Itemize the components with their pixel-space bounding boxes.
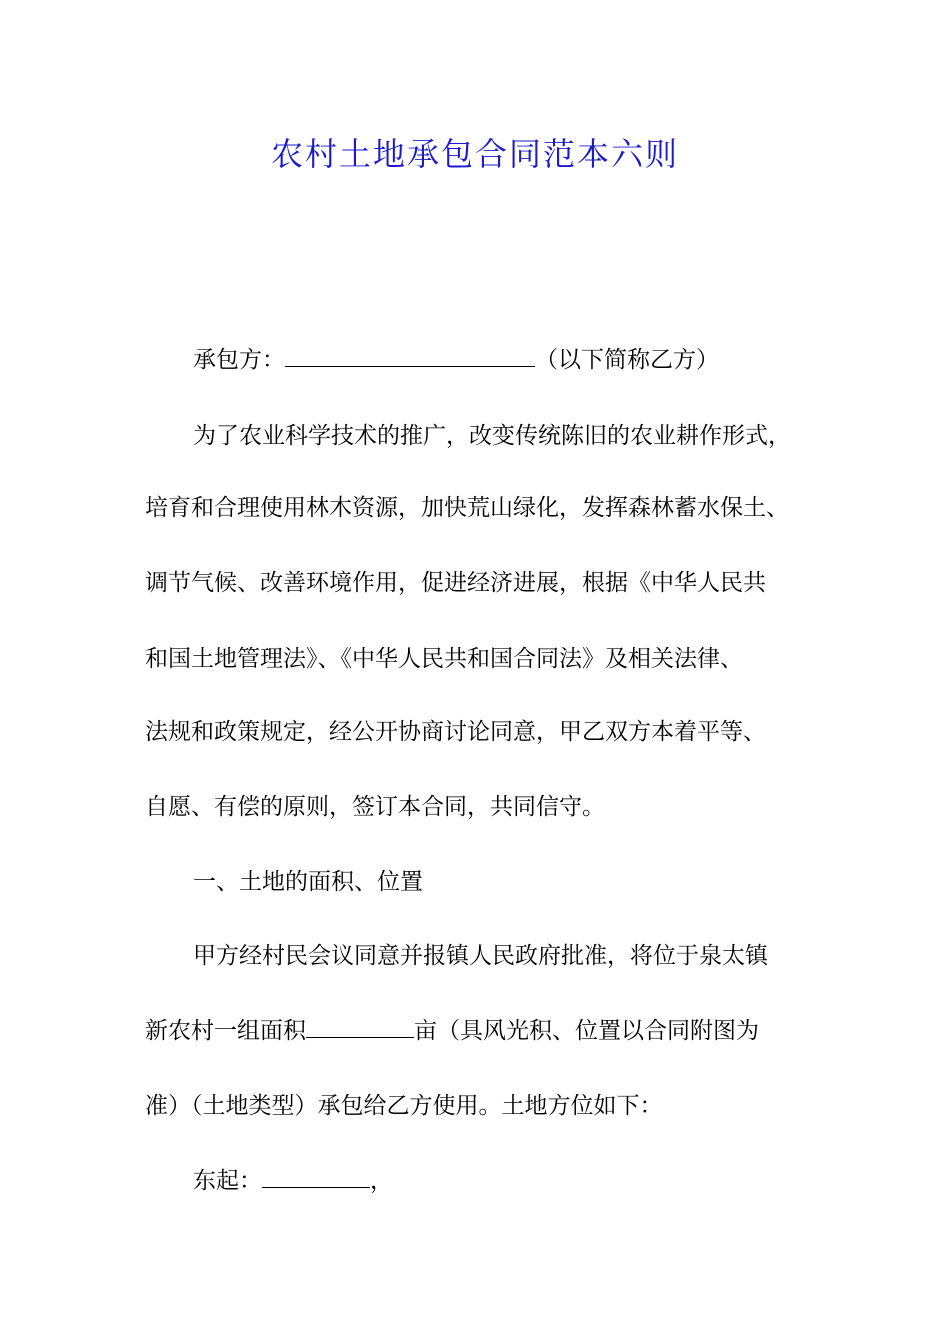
east-blank (262, 1165, 370, 1188)
intro-line-6: 自愿、有偿的原则，签订本合同，共同信守。 (145, 794, 605, 820)
section-1-line-3: 准）（土地类型）承包给乙方使用。土地方位如下： (145, 1093, 663, 1119)
section-1-heading: 一、土地的面积、位置 (193, 869, 423, 895)
intro-line-2: 培育和合理使用林木资源，加快荒山绿化，发挥森林蓄水保土、 (145, 495, 789, 521)
east-label: 东起： (193, 1168, 262, 1194)
document-title: 农村土地承包合同范本六则 (270, 135, 679, 173)
intro-line-5: 法规和政策规定，经公开协商讨论同意，甲乙双方本着平等、 (145, 719, 766, 745)
contractor-line (193, 343, 719, 377)
east-suffix: ， (370, 1168, 393, 1194)
area-prefix: 新农村一组面积 (145, 1018, 306, 1044)
section-1-line-1: 甲方经村民会议同意并报镇人民政府批准，将位于泉太镇 (193, 943, 768, 969)
intro-line-4: 和国土地管理法》、《中华人民共和国合同法》及相关法律、 (145, 646, 743, 672)
east-boundary-line (193, 1164, 393, 1198)
area-suffix: 亩（具风光积、位置以合同附图为 (414, 1018, 759, 1044)
area-blank (306, 1015, 414, 1038)
contractor-suffix: （以下简称乙方） (535, 347, 719, 373)
contractor-label: 承包方： (193, 347, 285, 373)
intro-line-3: 调节气候、改善环境作用，促进经济进展，根据《中华人民共 (145, 570, 766, 596)
contractor-blank (285, 344, 535, 367)
intro-line-1: 为了农业科学技术的推广，改变传统陈旧的农业耕作形式， (193, 423, 791, 449)
section-1-line-2 (145, 1014, 759, 1048)
